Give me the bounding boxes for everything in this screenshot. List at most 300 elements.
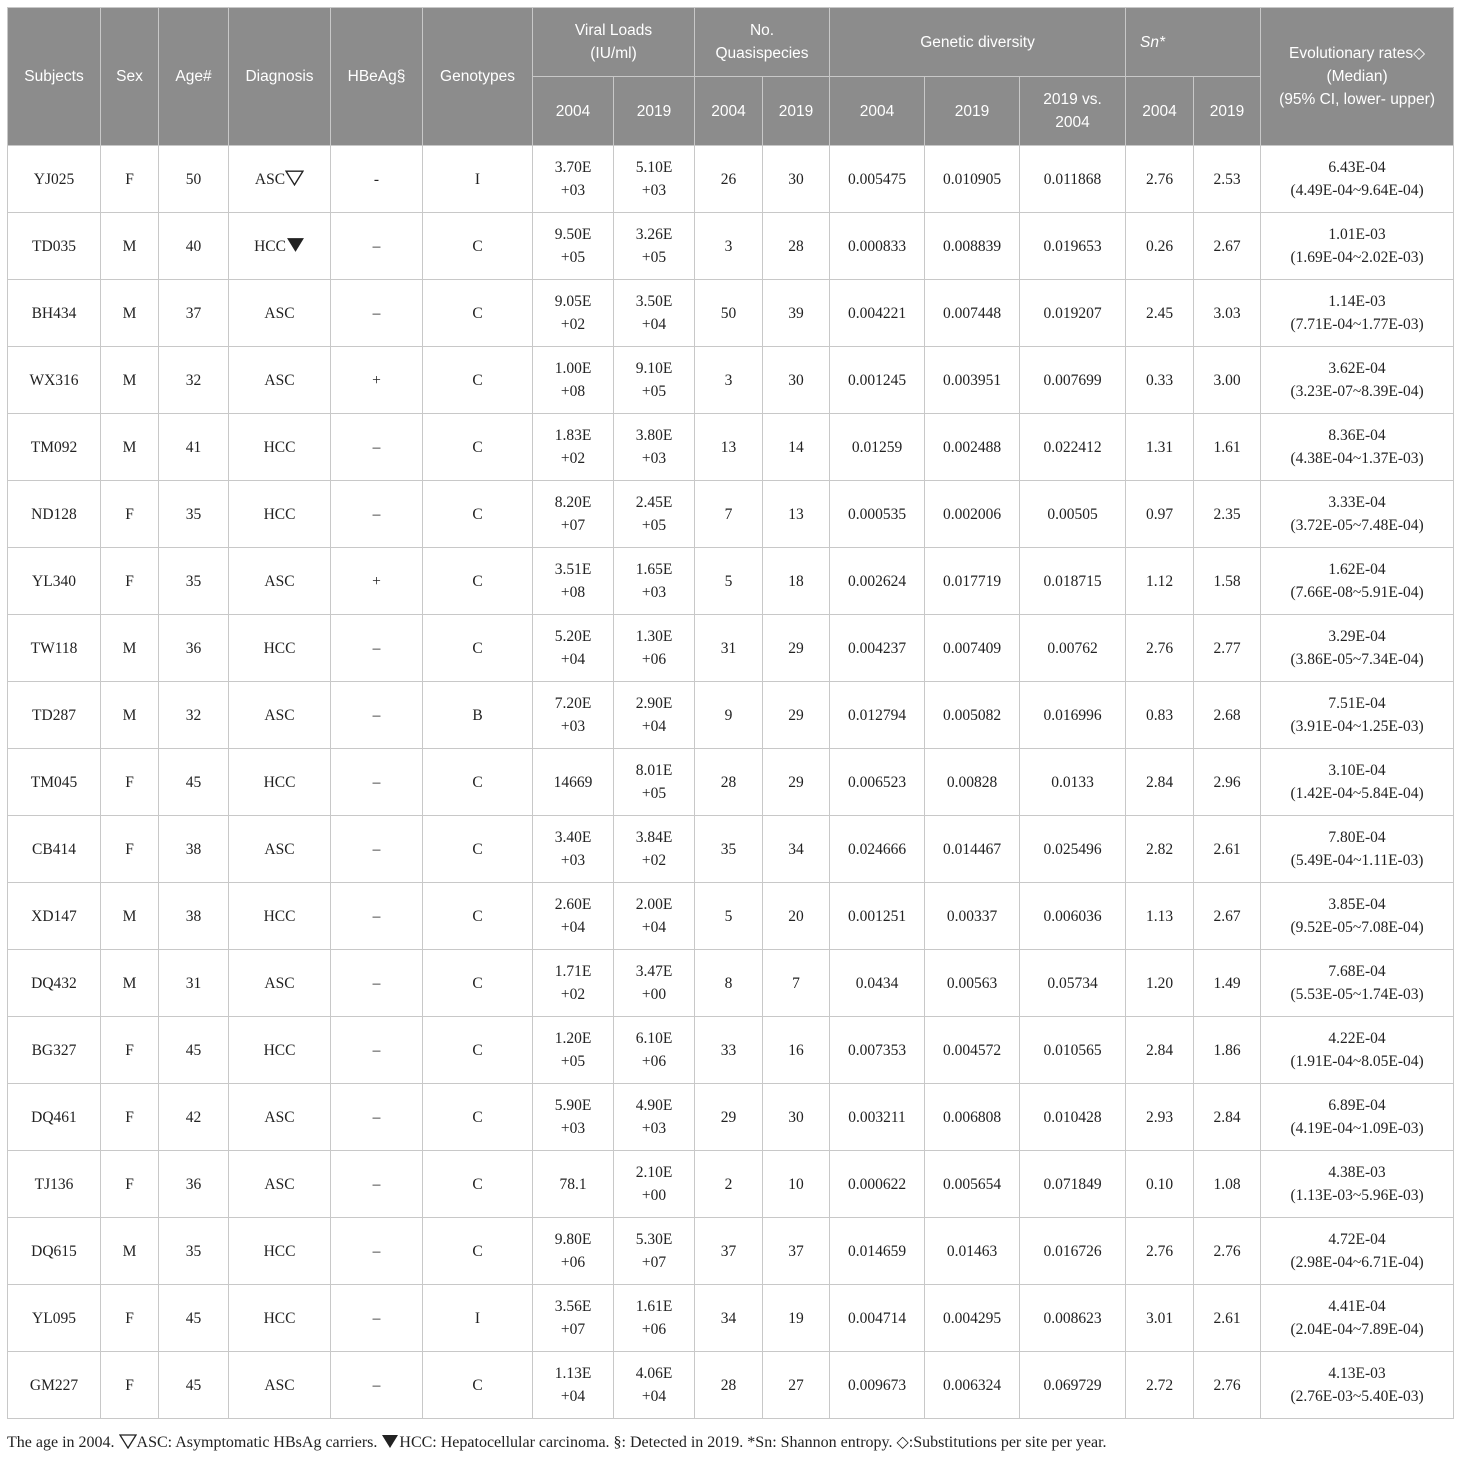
- table-row: [8, 883, 1454, 950]
- cell-diversity-2004: 0.001251: [830, 883, 925, 950]
- cell-diversity-2004: 0.0434: [830, 950, 925, 1017]
- cell-sn-2004: 1.12: [1126, 548, 1194, 615]
- cell-quasispecies-2004: 7: [695, 481, 763, 548]
- cell-evolutionary-rate: 3.33E-04 (3.72E-05~7.48E-04): [1261, 481, 1454, 548]
- cell-evolutionary-rate: 7.80E-04 (5.49E-04~1.11E-03): [1261, 816, 1454, 883]
- cell-diagnosis: HCC: [229, 213, 331, 280]
- table-row: [8, 146, 1454, 213]
- cell-genotype: C: [423, 414, 533, 481]
- cell-viral-load-2019: 4.06E +04: [614, 1352, 695, 1419]
- cell-diversity-vs: 0.0133: [1020, 749, 1126, 816]
- footnote-age: The age in 2004.: [7, 1434, 115, 1451]
- cell-evolutionary-rate: 3.10E-04 (1.42E-04~5.84E-04): [1261, 749, 1454, 816]
- cell-quasispecies-2004: 37: [695, 1218, 763, 1285]
- cell-subject: TM092: [8, 414, 101, 481]
- cell-diversity-vs: 0.016996: [1020, 682, 1126, 749]
- cell-quasispecies-2019: 10: [763, 1151, 830, 1218]
- cell-sn-2004: 0.26: [1126, 213, 1194, 280]
- cell-sex: F: [101, 548, 159, 615]
- cell-sn-2019: 2.53: [1194, 146, 1261, 213]
- cell-genotype: C: [423, 950, 533, 1017]
- cell-sn-2004: 2.45: [1126, 280, 1194, 347]
- cell-sn-2004: 2.93: [1126, 1084, 1194, 1151]
- cell-sn-2019: 3.03: [1194, 280, 1261, 347]
- cell-hbeag: –: [331, 615, 423, 682]
- cell-genotype: C: [423, 883, 533, 950]
- cell-hbeag: –: [331, 883, 423, 950]
- cell-age: 45: [159, 1352, 229, 1419]
- cell-viral-load-2004: 5.20E +04: [533, 615, 614, 682]
- cell-viral-load-2019: 5.10E +03: [614, 146, 695, 213]
- cell-hbeag: –: [331, 213, 423, 280]
- cell-evolutionary-rate: 1.62E-04 (7.66E-08~5.91E-04): [1261, 548, 1454, 615]
- cell-evolutionary-rate: 4.13E-03 (2.76E-03~5.40E-03): [1261, 1352, 1454, 1419]
- filled-triangle-icon: [381, 1434, 399, 1449]
- open-triangle-icon: [119, 1434, 137, 1449]
- cell-viral-load-2004: 1.71E +02: [533, 950, 614, 1017]
- table-row: [8, 280, 1454, 347]
- cell-subject: WX316: [8, 347, 101, 414]
- cell-genotype: C: [423, 1218, 533, 1285]
- cell-sn-2019: 1.08: [1194, 1151, 1261, 1218]
- cell-quasispecies-2019: 16: [763, 1017, 830, 1084]
- cell-quasispecies-2004: 13: [695, 414, 763, 481]
- cell-diversity-2019: 0.007409: [925, 615, 1020, 682]
- cell-diversity-2019: 0.002488: [925, 414, 1020, 481]
- cell-subject: BH434: [8, 280, 101, 347]
- cell-age: 41: [159, 414, 229, 481]
- cell-hbeag: –: [331, 280, 423, 347]
- cell-viral-load-2004: 9.80E +06: [533, 1218, 614, 1285]
- cell-quasispecies-2019: 19: [763, 1285, 830, 1352]
- table-row: [8, 1285, 1454, 1352]
- cell-evolutionary-rate: 7.51E-04 (3.91E-04~1.25E-03): [1261, 682, 1454, 749]
- cell-viral-load-2019: 2.00E +04: [614, 883, 695, 950]
- cell-sn-2004: 3.01: [1126, 1285, 1194, 1352]
- cell-sn-2019: 2.61: [1194, 816, 1261, 883]
- cell-diversity-2019: 0.007448: [925, 280, 1020, 347]
- header-genotypes: Genotypes: [423, 8, 533, 146]
- cell-subject: CB414: [8, 816, 101, 883]
- cell-viral-load-2004: 9.50E +05: [533, 213, 614, 280]
- header-gd-2019: 2019: [925, 77, 1020, 146]
- cell-sex: M: [101, 347, 159, 414]
- cell-genotype: C: [423, 213, 533, 280]
- cell-genotype: I: [423, 146, 533, 213]
- cell-diversity-vs: 0.00762: [1020, 615, 1126, 682]
- header-sn-2004: 2004: [1126, 77, 1194, 146]
- cell-quasispecies-2019: 29: [763, 682, 830, 749]
- cell-sex: M: [101, 213, 159, 280]
- table-body: [8, 146, 1454, 1419]
- cell-diversity-vs: 0.010428: [1020, 1084, 1126, 1151]
- cell-subject: TM045: [8, 749, 101, 816]
- cell-genotype: C: [423, 1151, 533, 1218]
- table-row: [8, 1151, 1454, 1218]
- cell-hbeag: –: [331, 816, 423, 883]
- cell-diversity-2019: 0.006324: [925, 1352, 1020, 1419]
- cell-diagnosis: HCC: [229, 883, 331, 950]
- cell-genotype: C: [423, 816, 533, 883]
- cell-age: 31: [159, 950, 229, 1017]
- cell-viral-load-2004: 3.70E +03: [533, 146, 614, 213]
- cell-diagnosis: ASC: [229, 347, 331, 414]
- cell-age: 40: [159, 213, 229, 280]
- cell-age: 35: [159, 548, 229, 615]
- cell-diversity-vs: 0.016726: [1020, 1218, 1126, 1285]
- cell-diversity-2019: 0.010905: [925, 146, 1020, 213]
- cell-diversity-2004: 0.024666: [830, 816, 925, 883]
- cell-diversity-2019: 0.008839: [925, 213, 1020, 280]
- cell-viral-load-2019: 2.90E +04: [614, 682, 695, 749]
- cell-genotype: C: [423, 280, 533, 347]
- header-viral-loads: Viral Loads (IU/ml): [533, 8, 695, 77]
- table-row: [8, 1218, 1454, 1285]
- cell-sex: M: [101, 682, 159, 749]
- table-row: [8, 213, 1454, 280]
- cell-sn-2004: 2.76: [1126, 1218, 1194, 1285]
- cell-viral-load-2004: 1.13E +04: [533, 1352, 614, 1419]
- cell-age: 36: [159, 615, 229, 682]
- cell-hbeag: –: [331, 1218, 423, 1285]
- cell-viral-load-2019: 1.30E +06: [614, 615, 695, 682]
- cell-diversity-vs: 0.019653: [1020, 213, 1126, 280]
- cell-age: 37: [159, 280, 229, 347]
- cell-viral-load-2019: 3.47E +00: [614, 950, 695, 1017]
- cell-diversity-2019: 0.00828: [925, 749, 1020, 816]
- cell-sn-2019: 2.61: [1194, 1285, 1261, 1352]
- cell-viral-load-2004: 1.83E +02: [533, 414, 614, 481]
- cell-genotype: C: [423, 749, 533, 816]
- cell-diversity-2004: 0.012794: [830, 682, 925, 749]
- cell-diversity-2019: 0.00337: [925, 883, 1020, 950]
- cell-evolutionary-rate: 1.01E-03 (1.69E-04~2.02E-03): [1261, 213, 1454, 280]
- cell-sn-2019: 1.58: [1194, 548, 1261, 615]
- cell-genotype: C: [423, 548, 533, 615]
- table-header: [8, 8, 1454, 146]
- cell-diversity-vs: 0.05734: [1020, 950, 1126, 1017]
- cell-sn-2019: 2.96: [1194, 749, 1261, 816]
- cell-subject: ND128: [8, 481, 101, 548]
- cell-viral-load-2019: 4.90E +03: [614, 1084, 695, 1151]
- cell-genotype: C: [423, 615, 533, 682]
- cell-quasispecies-2019: 39: [763, 280, 830, 347]
- cell-sn-2019: 2.84: [1194, 1084, 1261, 1151]
- cell-evolutionary-rate: 6.89E-04 (4.19E-04~1.09E-03): [1261, 1084, 1454, 1151]
- cell-diversity-2019: 0.004572: [925, 1017, 1020, 1084]
- header-evolutionary-rates: Evolutionary rates◇ (Median) (95% CI, lower- upper): [1261, 8, 1454, 146]
- header-sn: Sn*: [1126, 8, 1261, 77]
- cell-viral-load-2019: 3.84E +02: [614, 816, 695, 883]
- cell-age: 42: [159, 1084, 229, 1151]
- cell-quasispecies-2019: 14: [763, 414, 830, 481]
- cell-age: 45: [159, 1017, 229, 1084]
- cell-evolutionary-rate: 4.72E-04 (2.98E-04~6.71E-04): [1261, 1218, 1454, 1285]
- cell-genotype: B: [423, 682, 533, 749]
- cell-diversity-2004: 0.009673: [830, 1352, 925, 1419]
- cell-sex: F: [101, 1084, 159, 1151]
- cell-quasispecies-2004: 9: [695, 682, 763, 749]
- cell-age: 35: [159, 1218, 229, 1285]
- cell-sn-2019: 2.76: [1194, 1218, 1261, 1285]
- cell-sn-2019: 2.35: [1194, 481, 1261, 548]
- footnote-hcc: HCC: Hepatocellular carcinoma.: [399, 1434, 610, 1451]
- header-q-2019: 2019: [763, 77, 830, 146]
- footnote-evo: ◇:Substitutions per site per year.: [896, 1434, 1107, 1451]
- cell-evolutionary-rate: 1.14E-03 (7.71E-04~1.77E-03): [1261, 280, 1454, 347]
- cell-diagnosis: HCC: [229, 414, 331, 481]
- cell-diversity-2004: 0.004237: [830, 615, 925, 682]
- cell-subject: BG327: [8, 1017, 101, 1084]
- cell-viral-load-2019: 3.26E +05: [614, 213, 695, 280]
- cell-evolutionary-rate: 3.62E-04 (3.23E-07~8.39E-04): [1261, 347, 1454, 414]
- cell-viral-load-2019: 3.80E +03: [614, 414, 695, 481]
- header-quasispecies: No. Quasispecies: [695, 8, 830, 77]
- cell-viral-load-2019: 8.01E +05: [614, 749, 695, 816]
- cell-age: 50: [159, 146, 229, 213]
- cell-sex: F: [101, 1017, 159, 1084]
- cell-diversity-2004: 0.000833: [830, 213, 925, 280]
- table-footnote: [7, 1432, 1107, 1454]
- cell-genotype: I: [423, 1285, 533, 1352]
- cell-age: 32: [159, 347, 229, 414]
- cell-hbeag: –: [331, 414, 423, 481]
- cell-diversity-2004: 0.003211: [830, 1084, 925, 1151]
- cell-hbeag: –: [331, 1151, 423, 1218]
- cell-sn-2019: 2.68: [1194, 682, 1261, 749]
- cell-diagnosis: HCC: [229, 1218, 331, 1285]
- cell-sn-2004: 2.84: [1126, 1017, 1194, 1084]
- cell-diversity-vs: 0.00505: [1020, 481, 1126, 548]
- cell-evolutionary-rate: 4.22E-04 (1.91E-04~8.05E-04): [1261, 1017, 1454, 1084]
- cell-diversity-vs: 0.071849: [1020, 1151, 1126, 1218]
- header-gd-vs: 2019 vs. 2004: [1020, 77, 1126, 146]
- cell-diversity-2019: 0.014467: [925, 816, 1020, 883]
- cell-viral-load-2004: 7.20E +03: [533, 682, 614, 749]
- cell-quasispecies-2004: 50: [695, 280, 763, 347]
- cell-sex: F: [101, 816, 159, 883]
- cell-sex: F: [101, 749, 159, 816]
- cell-genotype: C: [423, 1017, 533, 1084]
- cell-diversity-vs: 0.010565: [1020, 1017, 1126, 1084]
- cell-diversity-vs: 0.007699: [1020, 347, 1126, 414]
- cell-diversity-vs: 0.022412: [1020, 414, 1126, 481]
- cell-evolutionary-rate: 8.36E-04 (4.38E-04~1.37E-03): [1261, 414, 1454, 481]
- cell-subject: XD147: [8, 883, 101, 950]
- cell-sn-2019: 2.67: [1194, 883, 1261, 950]
- cell-evolutionary-rate: 7.68E-04 (5.53E-05~1.74E-03): [1261, 950, 1454, 1017]
- cell-sex: F: [101, 1352, 159, 1419]
- cell-sn-2004: 1.13: [1126, 883, 1194, 950]
- cell-age: 32: [159, 682, 229, 749]
- cell-hbeag: –: [331, 749, 423, 816]
- cell-diversity-2004: 0.005475: [830, 146, 925, 213]
- cell-diversity-2019: 0.01463: [925, 1218, 1020, 1285]
- cell-subject: DQ615: [8, 1218, 101, 1285]
- cell-diversity-vs: 0.006036: [1020, 883, 1126, 950]
- cell-diagnosis: HCC: [229, 749, 331, 816]
- cell-diagnosis: ASC: [229, 548, 331, 615]
- cell-viral-load-2004: 2.60E +04: [533, 883, 614, 950]
- cell-quasispecies-2004: 34: [695, 1285, 763, 1352]
- cell-quasispecies-2019: 20: [763, 883, 830, 950]
- cell-viral-load-2019: 3.50E +04: [614, 280, 695, 347]
- cell-diversity-2004: 0.002624: [830, 548, 925, 615]
- cell-sex: M: [101, 615, 159, 682]
- open-triangle-icon: [285, 170, 304, 186]
- footnote-asc: ASC: Asymptomatic HBsAg carriers.: [136, 1434, 378, 1451]
- cell-diversity-vs: 0.025496: [1020, 816, 1126, 883]
- cell-subject: TD035: [8, 213, 101, 280]
- cell-diversity-2019: 0.00563: [925, 950, 1020, 1017]
- cell-viral-load-2019: 6.10E +06: [614, 1017, 695, 1084]
- cell-diversity-vs: 0.018715: [1020, 548, 1126, 615]
- cell-quasispecies-2019: 30: [763, 1084, 830, 1151]
- cell-diagnosis: ASC: [229, 146, 331, 213]
- cell-evolutionary-rate: 3.85E-04 (9.52E-05~7.08E-04): [1261, 883, 1454, 950]
- cell-viral-load-2004: 5.90E +03: [533, 1084, 614, 1151]
- cell-diversity-2004: 0.000535: [830, 481, 925, 548]
- cell-diversity-2004: 0.01259: [830, 414, 925, 481]
- cell-diversity-vs: 0.008623: [1020, 1285, 1126, 1352]
- cell-sn-2019: 1.61: [1194, 414, 1261, 481]
- cell-quasispecies-2004: 26: [695, 146, 763, 213]
- cell-diagnosis: ASC: [229, 1352, 331, 1419]
- header-genetic-diversity: Genetic diversity: [830, 8, 1126, 77]
- cell-quasispecies-2019: 37: [763, 1218, 830, 1285]
- cell-quasispecies-2019: 7: [763, 950, 830, 1017]
- cell-sn-2004: 0.33: [1126, 347, 1194, 414]
- cell-viral-load-2019: 9.10E +05: [614, 347, 695, 414]
- cell-quasispecies-2004: 28: [695, 1352, 763, 1419]
- cell-diversity-2019: 0.005654: [925, 1151, 1020, 1218]
- cell-hbeag: –: [331, 1352, 423, 1419]
- cell-diagnosis: ASC: [229, 280, 331, 347]
- cell-diversity-2004: 0.004221: [830, 280, 925, 347]
- cell-hbeag: +: [331, 347, 423, 414]
- cell-diversity-2019: 0.005082: [925, 682, 1020, 749]
- cell-hbeag: –: [331, 1017, 423, 1084]
- cell-diversity-2019: 0.002006: [925, 481, 1020, 548]
- cell-quasispecies-2004: 35: [695, 816, 763, 883]
- cell-sn-2019: 1.86: [1194, 1017, 1261, 1084]
- cell-hbeag: -: [331, 146, 423, 213]
- cell-sex: M: [101, 883, 159, 950]
- cell-evolutionary-rate: 4.41E-04 (2.04E-04~7.89E-04): [1261, 1285, 1454, 1352]
- cell-viral-load-2004: 3.51E +08: [533, 548, 614, 615]
- cell-sn-2019: 2.76: [1194, 1352, 1261, 1419]
- cell-diagnosis: ASC: [229, 950, 331, 1017]
- cell-diversity-2019: 0.006808: [925, 1084, 1020, 1151]
- table-row: [8, 481, 1454, 548]
- cell-quasispecies-2004: 8: [695, 950, 763, 1017]
- cell-viral-load-2004: 14669: [533, 749, 614, 816]
- table-row: [8, 548, 1454, 615]
- table-row: [8, 1017, 1454, 1084]
- cell-quasispecies-2004: 5: [695, 883, 763, 950]
- cell-diversity-vs: 0.011868: [1020, 146, 1126, 213]
- cell-age: 45: [159, 749, 229, 816]
- cell-quasispecies-2004: 3: [695, 213, 763, 280]
- cell-diversity-vs: 0.069729: [1020, 1352, 1126, 1419]
- data-table: [7, 7, 1454, 1419]
- header-age: Age#: [159, 8, 229, 146]
- cell-sn-2019: 1.49: [1194, 950, 1261, 1017]
- cell-quasispecies-2004: 5: [695, 548, 763, 615]
- cell-subject: YL095: [8, 1285, 101, 1352]
- cell-sex: F: [101, 1151, 159, 1218]
- cell-viral-load-2019: 5.30E +07: [614, 1218, 695, 1285]
- cell-quasispecies-2019: 34: [763, 816, 830, 883]
- footnote-hbeag: §: Detected in 2019.: [613, 1434, 744, 1451]
- cell-diversity-2004: 0.014659: [830, 1218, 925, 1285]
- cell-diagnosis: ASC: [229, 816, 331, 883]
- header-gd-2004: 2004: [830, 77, 925, 146]
- cell-sex: M: [101, 1218, 159, 1285]
- cell-quasispecies-2019: 28: [763, 213, 830, 280]
- table-row: [8, 816, 1454, 883]
- cell-genotype: C: [423, 481, 533, 548]
- cell-evolutionary-rate: 3.29E-04 (3.86E-05~7.34E-04): [1261, 615, 1454, 682]
- table-row: [8, 1084, 1454, 1151]
- cell-diversity-2019: 0.017719: [925, 548, 1020, 615]
- cell-sn-2004: 2.72: [1126, 1352, 1194, 1419]
- cell-quasispecies-2004: 33: [695, 1017, 763, 1084]
- cell-sn-2019: 2.67: [1194, 213, 1261, 280]
- cell-diagnosis: ASC: [229, 682, 331, 749]
- cell-subject: TJ136: [8, 1151, 101, 1218]
- cell-diversity-2004: 0.001245: [830, 347, 925, 414]
- cell-sex: F: [101, 481, 159, 548]
- cell-evolutionary-rate: 4.38E-03 (1.13E-03~5.96E-03): [1261, 1151, 1454, 1218]
- cell-diagnosis: HCC: [229, 615, 331, 682]
- cell-sex: M: [101, 280, 159, 347]
- cell-viral-load-2019: 2.10E +00: [614, 1151, 695, 1218]
- table-row: [8, 950, 1454, 1017]
- cell-hbeag: –: [331, 1285, 423, 1352]
- cell-age: 36: [159, 1151, 229, 1218]
- cell-evolutionary-rate: 6.43E-04 (4.49E-04~9.64E-04): [1261, 146, 1454, 213]
- cell-sn-2004: 0.97: [1126, 481, 1194, 548]
- cell-quasispecies-2019: 18: [763, 548, 830, 615]
- header-hbeag: HBeAg§: [331, 8, 423, 146]
- cell-hbeag: –: [331, 682, 423, 749]
- cell-quasispecies-2019: 30: [763, 146, 830, 213]
- cell-sex: F: [101, 1285, 159, 1352]
- cell-viral-load-2004: 1.00E +08: [533, 347, 614, 414]
- header-subjects: Subjects: [8, 8, 101, 146]
- header-q-2004: 2004: [695, 77, 763, 146]
- cell-diversity-2004: 0.000622: [830, 1151, 925, 1218]
- header-vl-2004: 2004: [533, 77, 614, 146]
- filled-triangle-icon: [286, 237, 305, 253]
- cell-sn-2004: 2.84: [1126, 749, 1194, 816]
- cell-sn-2004: 1.20: [1126, 950, 1194, 1017]
- cell-genotype: C: [423, 347, 533, 414]
- table-row: [8, 414, 1454, 481]
- cell-hbeag: –: [331, 950, 423, 1017]
- cell-genotype: C: [423, 1084, 533, 1151]
- cell-hbeag: –: [331, 1084, 423, 1151]
- cell-quasispecies-2004: 3: [695, 347, 763, 414]
- cell-diagnosis: ASC: [229, 1151, 331, 1218]
- header-sn-2019: 2019: [1194, 77, 1261, 146]
- cell-quasispecies-2019: 27: [763, 1352, 830, 1419]
- table-row: [8, 1352, 1454, 1419]
- header-vl-2019: 2019: [614, 77, 695, 146]
- cell-quasispecies-2019: 30: [763, 347, 830, 414]
- cell-sn-2019: 3.00: [1194, 347, 1261, 414]
